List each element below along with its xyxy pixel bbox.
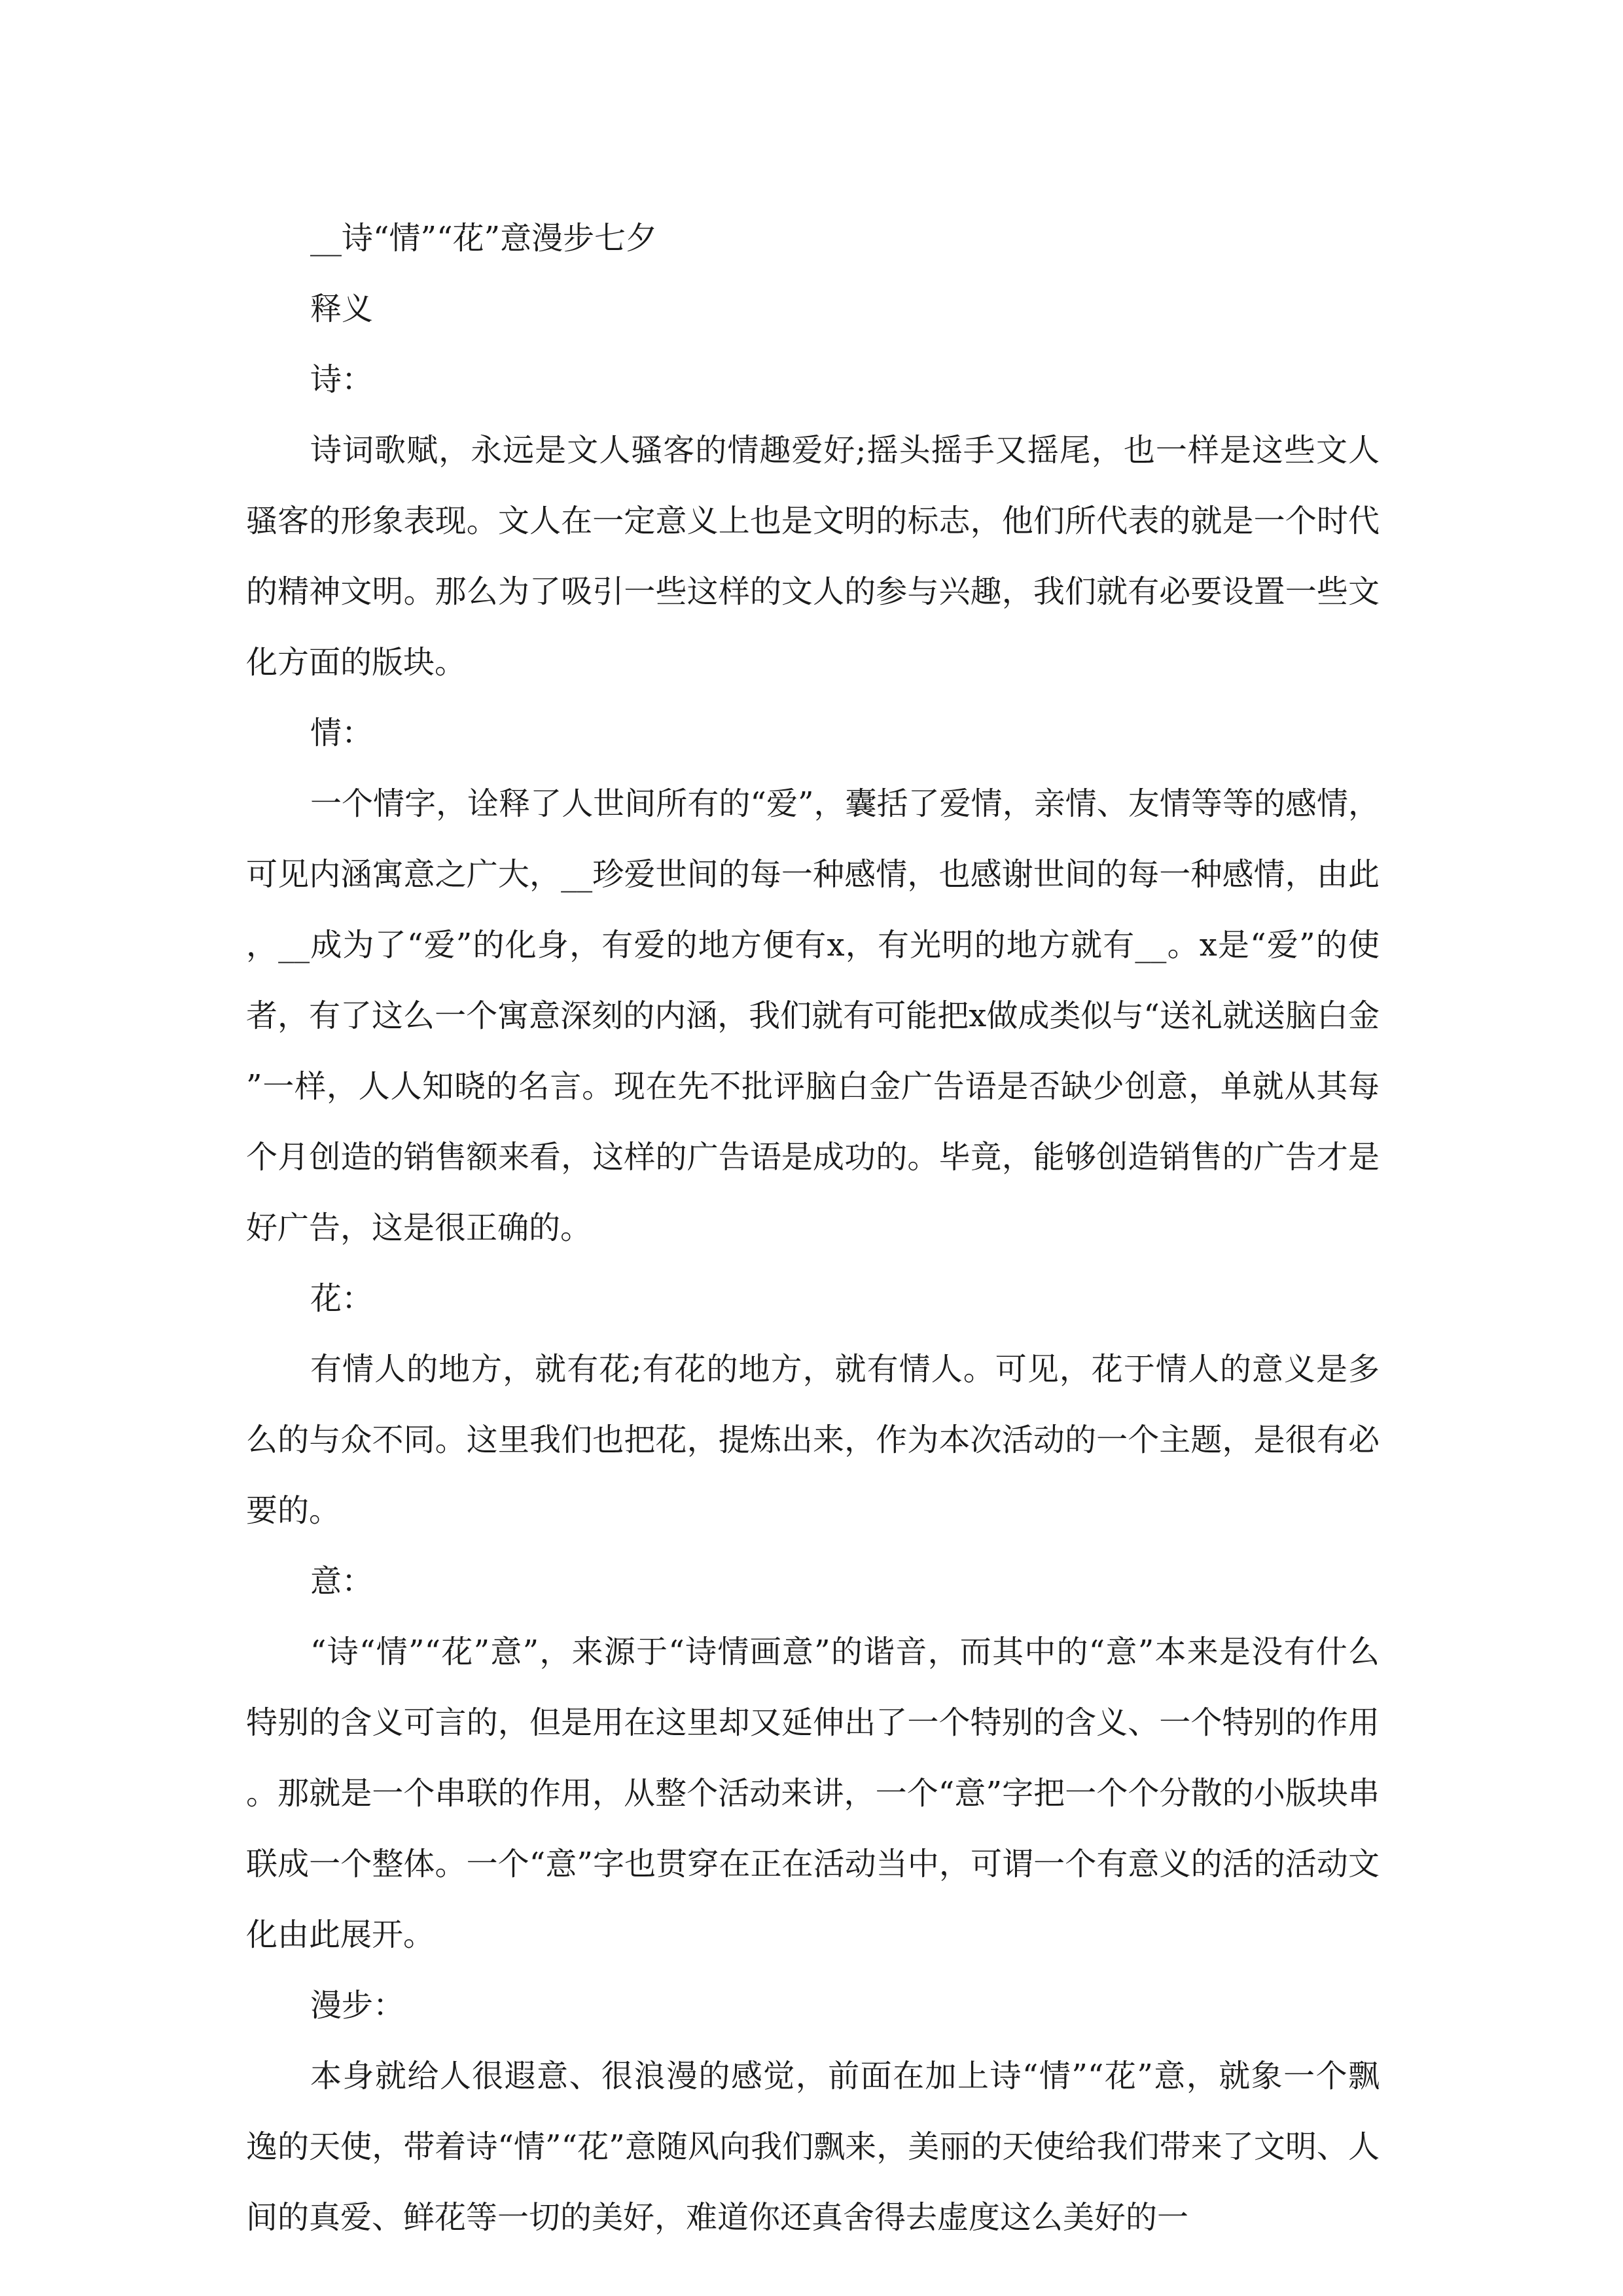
paragraph-yi: “诗“情”“花”意”，来源于“诗情画意”的谐音，而其中的“意”本来是没有什么特别的含义可言的，但是用在这里却又延伸出了一个特别的含义、一个特别的作用。那就是一个串联的作用，从整个活动来讲，一个“意”字把一个个分散的小版块串联成一个整体。一个“意”字也贯穿在正在活动当中，可谓一个有意义的活的活动文化由此展开。 xyxy=(246,1634,1380,1953)
heading-qing: 情： xyxy=(310,715,374,751)
paragraph-shi: 诗词歌赋，永远是文人骚客的情趣爱好;摇头摇手又摇尾，也一样是这些文人骚客的形象表现。文人在一定意义上也是文明的标志，他们所代表的就是一个时代的精神文明。那么为了吸引一些这样的文人的参与兴趣，我们就有必要设置一些文化方面的版块。 xyxy=(246,432,1380,681)
paragraph-qing: 一个情字，诠释了人世间所有的“爱”，囊括了爱情，亲情、友情等等的感情，可见内涵寓意之广大，__珍爱世间的每一种感情，也感谢世间的每一种感情，由此，__成为了“爱”的化身，有爱的地方便有x，有光明的地方就有__。x是“爱”的使者，有了这么一个寓意深刻的内涵，我们就有可能把x做成类似与“送礼就送脑白金”一样，人人知晓的名言。现在先不批评脑白金广告语是否缺少创意，单就从其每个月创造的销售额来看，这样的广告语是成功的。毕竟，能够创造销售的广告才是好广告，这是很正确的。 xyxy=(246,785,1380,1246)
heading-manbu: 漫步： xyxy=(310,1987,405,2024)
paragraph-manbu: 本身就给人很遐意、很浪漫的感觉，前面在加上诗“情”“花”意，就象一个飘逸的天使，带着诗“情”“花”意随风向我们飘来，美丽的天使给我们带来了文明、人间的真爱、鲜花等一切的美好，难道你还真舍得去虚度这么美好的一 xyxy=(246,2058,1380,2236)
document-title: __诗“情”“花”意漫步七夕 xyxy=(310,220,658,257)
heading-hua: 花： xyxy=(310,1280,374,1317)
heading-shi: 诗： xyxy=(310,361,374,398)
section-label: 释义 xyxy=(310,291,374,327)
document-body xyxy=(246,203,1380,2253)
paragraph-hua: 有情人的地方，就有花;有花的地方，就有情人。可见，花于情人的意义是多么的与众不同。这里我们也把花，提炼出来，作为本次活动的一个主题，是很有必要的。 xyxy=(246,1351,1380,1529)
heading-yi: 意： xyxy=(310,1563,374,1600)
